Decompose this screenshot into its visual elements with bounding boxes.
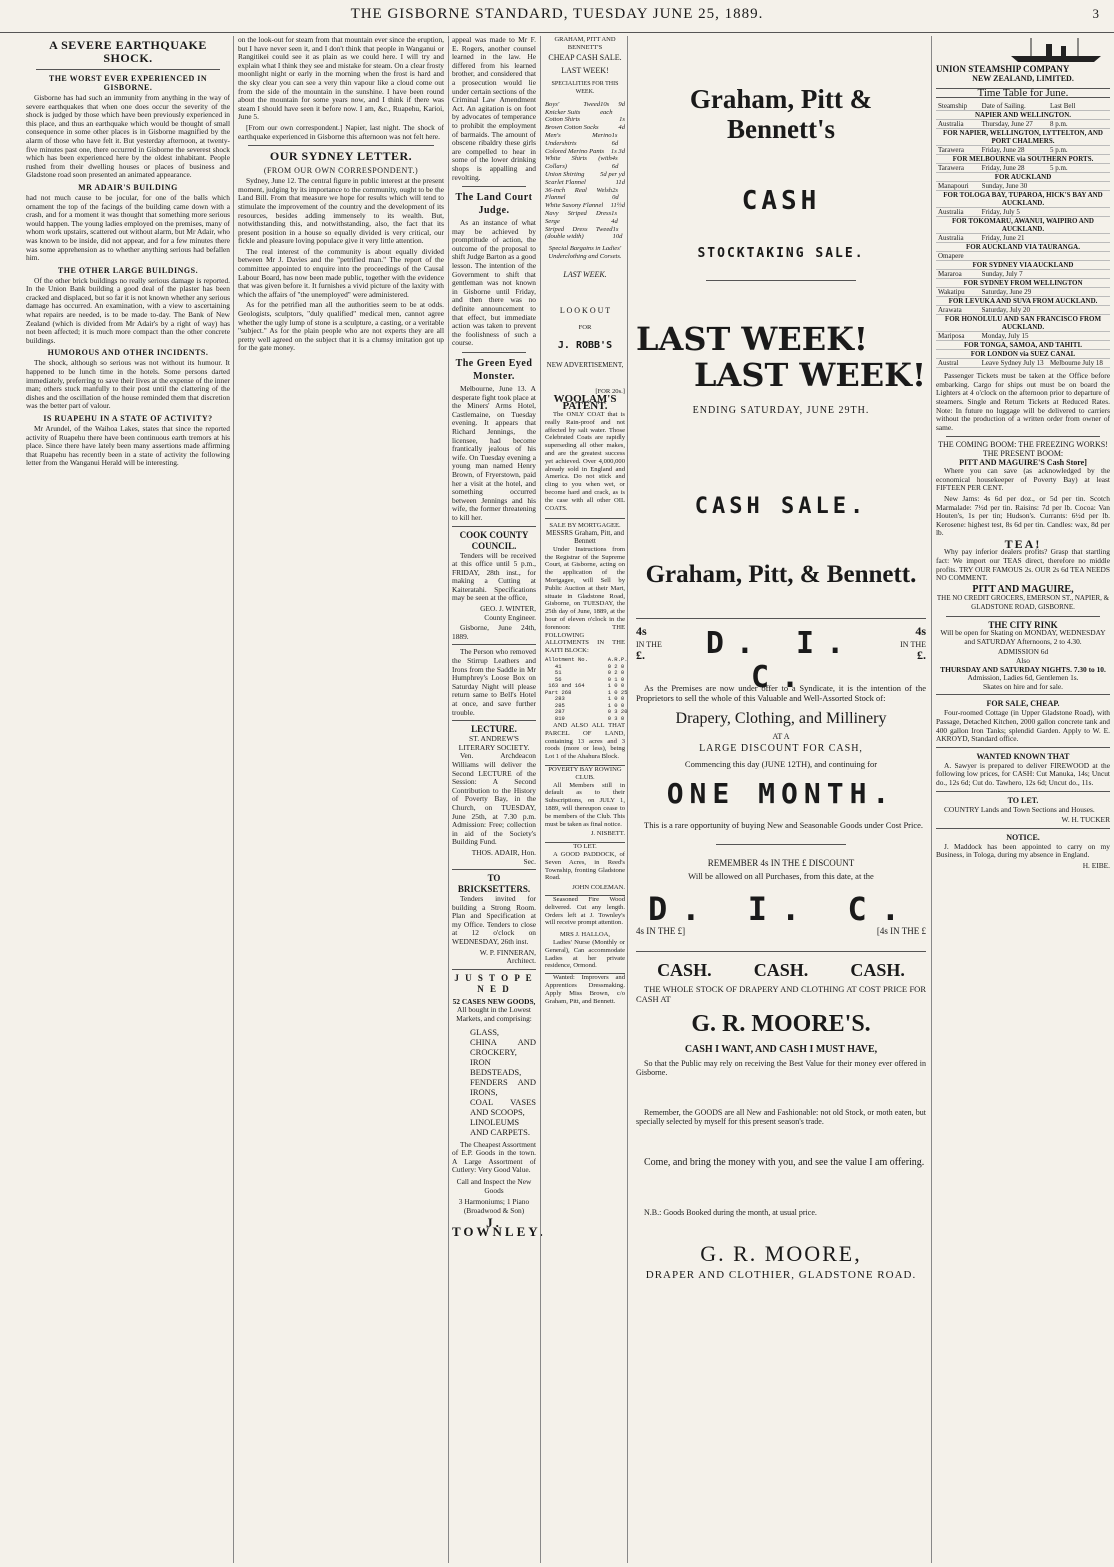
item-name: Colored Merino Pants [545, 147, 605, 155]
item-name: Men's Merino Undershirts [545, 131, 612, 147]
stocktaking-heading: STOCKTAKING SALE. [697, 246, 865, 261]
gpb-heading: Graham, Pitt & Bennett's [689, 84, 873, 144]
robb-heading: J. ROBB'S [557, 340, 613, 352]
speciality-item [545, 179, 625, 187]
column-rule [233, 36, 234, 1563]
ad-heading: TO LET. [1007, 795, 1039, 805]
let-heading: TO LET. [545, 842, 625, 851]
in-the-label: IN THE [636, 639, 662, 649]
dic-text: As the Premises are now under offer to a Syndicate, it is the intention of the Proprietors to sell the whole of this Valuable and Well-Assorted Stock of: [636, 682, 926, 703]
ad-signature: W. P. FINNERAN, Architect. [479, 947, 536, 966]
route-heading: FOR SYDNEY FROM WELLINGTON [936, 279, 1110, 288]
ad-signature: J. TOWNLEY. [452, 1215, 546, 1239]
ad-text: J. Maddock has been appointed to carry on my Business, in Tologa, during my absence in England. [936, 841, 1110, 860]
to-let-ad [936, 791, 1110, 825]
moore-heading: G. R. MOORE, [700, 1241, 862, 1267]
stirrup-notice [452, 644, 536, 717]
column-rule [448, 36, 449, 1563]
timetable-ship: Tarawera [936, 146, 980, 155]
mortgagee-firm: MESSRS Graham, Pitt, and Bennett [546, 529, 624, 546]
ad-text: All Members still in default as to their Subscriptions, on JULY 1, 1889, will thereupon cease to be members of the Club. This must be taken as final notice. [545, 781, 625, 828]
route-heading: FOR AUCKLAND VIA TAURANGA. [936, 243, 1110, 252]
item-price: 1s 4d [611, 209, 618, 225]
discount-text: LARGE DISCOUNT FOR CASH, [699, 743, 863, 755]
timetable-row [936, 217, 1110, 234]
woolam-heading: WOOLAM'S PATENT. [553, 392, 617, 413]
ad-text: Also [1016, 656, 1030, 665]
speciality-item [545, 155, 625, 171]
ad-text: The Person who removed the Stirrup Leathers and Irons from the Saddle in Mr Humphrey's Loose Box on Saturday Night will please return same to Bell's Hotel at once, and save further trouble. [452, 647, 536, 717]
item-price: 1s 10d [612, 225, 623, 241]
special-text: Special Bargains in Ladies' Underclothing and Corsets. [548, 245, 622, 260]
item-price: 11d [615, 178, 625, 186]
article-text: As an instance of what may be achieved by promptitude of action, the outcome of the proposal to shift Judge Barton as a good lesson. The intention of the Government to shift that gentleman was not known in Gisborne until Friday, and then there was no definite announcement to that effect, but immediate action was taken to prevent the foolishness of such a course. [452, 218, 536, 348]
timetable-date: Saturday, June 29 [980, 288, 1048, 297]
ad-text: COUNTRY Lands and Town Sections and Houses. [944, 804, 1095, 814]
goods-item: COAL VASES AND SCOOPS, [470, 1096, 536, 1117]
item-price: 2s 0d [612, 186, 619, 202]
timetable-row [936, 341, 1110, 350]
divider [946, 436, 1100, 437]
cash-word: CASH. [850, 959, 905, 980]
commencing-text: Commencing this day (JUNE 12TH), and continuing for [684, 758, 878, 769]
cash-word: CASH. [753, 959, 809, 980]
route-heading: FOR SYDNEY VIA AUCKLAND [936, 261, 1110, 270]
timetable-ship: Wakatipu [936, 288, 980, 297]
timetable-ship: Mariposa [936, 332, 980, 341]
article-text: As for the petrified man all the authorities seem to be at odds. Geologists, sculptors, "duly qualified" medical men, cannot agree whether the ugly lump of stone is a sculpture, a casting, or a veritable "subject." As for the plain people who are not experts they are all pretty well agreed on the subject that it is a clumsy imitation got up for the gate money. [238, 300, 444, 353]
timetable-row [936, 306, 1110, 315]
route-heading: NAPIER AND WELLINGTON. [936, 111, 1110, 120]
article-title: The Land Court Judge. [455, 192, 533, 217]
speciality-item [545, 187, 625, 203]
timetable-ship: Omapere [936, 252, 980, 261]
whole-stock-text: THE WHOLE STOCK OF DRAPERY AND CLOTHING AT COST PRICE FOR CASH AT [636, 984, 926, 1005]
item-price: 10s 9d each [600, 100, 625, 116]
ad-signature: H. EIBE. [1082, 860, 1110, 870]
rowing-heading: POVERTY BAY ROWING CLUB. [545, 765, 625, 782]
pm-heading: PITT AND MAGUIRE, [972, 583, 1074, 595]
timetable-row [936, 155, 1110, 164]
col-header: Steamship [936, 102, 980, 111]
timetable-ship: Austral [936, 359, 980, 368]
ad-text: All bought in the Lowest Markets, and comprising: [456, 1005, 532, 1024]
wanted-ad [936, 747, 1110, 788]
timetable-date: Friday, June 21 [980, 234, 1048, 243]
timetable-date: Leave Sydney July 13 [980, 359, 1048, 368]
timetable-row [936, 243, 1110, 252]
timetable-ship: Australia [936, 208, 980, 217]
timetable-bell: 5 p.m. [1048, 146, 1110, 155]
ad-date: Gisborne, June 24th, 1889. [452, 623, 536, 641]
timetable-date [980, 252, 1048, 261]
ad-text: Tenders invited for building a Strong Room. Plan and Specification at my Office. Tenders to close at 12 o'clock on WEDNESDAY, 26th inst. [452, 894, 536, 947]
cash-want-text: CASH I WANT, AND CASH I MUST HAVE, [684, 1044, 878, 1056]
goods-item: GLASS, [470, 1026, 500, 1037]
just-opened-ad [452, 969, 546, 1239]
timetable-date: Sunday, June 30 [980, 182, 1048, 191]
ad-text: Where you can save (as acknowledged by the economical housekeeper of Poverty Bay) at least FIFTEEN PER CENT. [936, 466, 1110, 493]
divider [706, 280, 856, 281]
timetable-row [936, 315, 1110, 332]
for-sale-ad [936, 694, 1110, 743]
ad-text: Admission, Ladies 6d, Gentlemen 1s. [967, 673, 1079, 683]
ad-heading: COOK COUNTY COUNCIL. [459, 529, 529, 551]
column-rule [931, 36, 932, 1563]
ad-signature: W. H. TUCKER [1061, 815, 1110, 825]
timetable-bell: Melbourne July 18 [1048, 359, 1110, 368]
lecture-ad [452, 720, 536, 866]
item-name: Brown Cotton Socks [545, 124, 599, 132]
in-the-label: IN THE [900, 639, 926, 649]
masthead [0, 6, 1114, 33]
let-sign: JOHN COLEMAN. [572, 884, 625, 892]
timetable-row [936, 208, 1110, 217]
cash-word: CASH. [657, 959, 712, 980]
article-text: Mr Arundel, of the Waihoa Lakes, states that since the reported activity of Ruapehu there have been continuous earth tremors at his place. Since there have lately been many assertions made affirming that Ruapehu has recently been in a state of activity the following letter from the Wanganui Herald will be interesting. [26, 424, 230, 468]
steamship-icon [1006, 36, 1106, 64]
speciality-item [545, 148, 625, 156]
draper-text: DRAPER AND CLOTHIER, GLADSTONE ROAD. [645, 1269, 917, 1282]
article-title: The Green Eyed Monster. [455, 358, 533, 382]
goods-item: FENDERS AND IRONS, [470, 1076, 536, 1097]
timetable-row [936, 182, 1110, 191]
page-number: 3 [1092, 6, 1100, 21]
remember-text: Remember, the GOODS are all New and Fashionable: not old Stock, or moth eaten, but specially selected by myself for this present season's trade. [636, 1107, 926, 1127]
item-price: 4d [618, 124, 625, 132]
column-5 [936, 36, 1110, 1563]
speciality-item [545, 116, 625, 124]
timetable-ship: Australia [936, 234, 980, 243]
pound-sign: £. [636, 647, 645, 662]
cheap-heading: CHEAP CASH SALE. [548, 52, 622, 62]
timetable-bell [1048, 234, 1110, 243]
timetable-notes: Passenger Tickets must be taken at the Office before embarking. Cargo for ships out must be on board the Lighters at 4 o'clock on the afternoon prior to departure of steamers. Single and Return Tickets at Reduced Rates. Note: In future no luggage will be delivered to carriers without the production of a written order from owner of same. [936, 371, 1110, 432]
item-name: Cotton Shirts [545, 116, 580, 124]
look-out: L O O K O U T [559, 305, 611, 315]
ad-heading: WANTED KNOWN THAT [976, 751, 1070, 761]
timetable-bell [1048, 252, 1110, 261]
article-text: Of the other brick buildings no really serious damage is reported. In the Union Bank building a good deal of the plaster has been cracked and displaced, but so far it is not known whether any serious damage has occurred. An examination, with a view to ascertaining what repairs are needed, is to be made to-day. The Bank of New Zealand (which is divided from Mr Adair's by a right of way) has not been affected; it is much more compact than the other concrete buildings. [26, 275, 230, 345]
last-week: LAST WEEK! [561, 66, 609, 76]
timetable-ship: Tarawera [936, 164, 980, 173]
section-heading: MR ADAIR'S BUILDING [78, 182, 178, 192]
item-price: 1s 3d [610, 147, 625, 155]
timetable-bell [1048, 182, 1110, 191]
cash-sale-heading: CASH SALE. [694, 493, 868, 519]
new-ad: NEW ADVERTISEMENT, [546, 360, 624, 369]
column-3b [545, 36, 628, 1563]
last-week: LAST WEEK. [563, 269, 607, 279]
discount-right: [4s IN THE £ [876, 925, 926, 936]
item-name: White Saxony Flannel [545, 202, 604, 210]
ad-text: New Jams: 4s 6d per doz., or 5d per tin. Scotch Marmalade: 7½d per tin. Raisins: 7d per lb. Cocoa: Van Houten's, 1s per tin; Hudson's. Currants: 6½d per lb. Kerosene: highest test, 8s 6d per tin. Candles: wax, 8d per lb. [936, 493, 1110, 538]
goods-item: CHINA AND CROCKERY, [470, 1036, 536, 1057]
timetable-bell: 8 p.m. [1048, 120, 1110, 129]
timetable-date: Monday, July 15 [980, 332, 1048, 341]
timetable-row [936, 261, 1110, 270]
timetable-title: Time Table for June. [936, 88, 1110, 99]
section-heading: THE OTHER LARGE BUILDINGS. [57, 265, 199, 275]
cash-row [636, 951, 926, 980]
timetable-ship: Arawata [936, 306, 980, 315]
timetable-bell: 5 p.m. [1048, 164, 1110, 173]
ship-illustration [936, 36, 1110, 64]
timetable-row [936, 146, 1110, 155]
route-heading: FOR TOKOMARU, AWANUI, WAIPIRO AND AUCKLAND. [936, 217, 1110, 234]
route-heading: FOR TONGA, SAMOA, AND TAHITI. [936, 341, 1110, 350]
item-name: White Shirts (with Collars) [545, 155, 612, 171]
item-name: Navy Striped Dress Serge [545, 209, 612, 225]
so-that-text: So that the Public may rely on receiving the Best Value for their money ever offered in Gisborne. [636, 1058, 926, 1078]
ad-subheading: ST. ANDREW'S LITERARY SOCIETY. [458, 734, 530, 752]
item-name: Boys' Tweed Knicker Suits [545, 100, 601, 116]
timetable-bell [1048, 208, 1110, 217]
column-3 [452, 35, 546, 1563]
goods-item: LINOLEUMS AND CARPETS. [470, 1116, 530, 1137]
rare-text: This is a rare opportunity of buying New and Seasonable Goods under Cost Price. [644, 820, 924, 831]
rowing-sign: J. NISBETT. [590, 830, 625, 838]
timetable-row [936, 332, 1110, 341]
article-subtitle: THE WORST EVER EXPERIENCED IN GISBORNE. [48, 74, 208, 92]
timetable-row [936, 252, 1110, 261]
pound-sign: £. [917, 647, 926, 662]
ad-text: AND ALSO ALL THAT PARCEL OF LAND, containing 13 acres and 3 roods (more or less), being Lot 1 of the Ahahura Block. [545, 722, 625, 761]
article-text: Melbourne, June 13. A desperate fight took place at the Miners' Arms Hotel, Castlemaine, on Tuesday evening. It appears that Richard Jennings, the licensee, had become frantically jealous of his wife. On Tuesday evening a young man named Henry Brown, of Fryerstown, paid her a visit at the hotel, and something occurred between Jennings and his wife, the former threatening to kill her. [452, 384, 536, 522]
route-heading: FOR AUCKLAND [936, 173, 1110, 182]
article-text: The shock, although so serious was not without its humour. It happened to be lunch time in the hotels. Some persons darted immediately, preferring to save their lives at the expense of the inner man; others stuck manfully to their post until the clattering of the dishes and the oscillation of the house reminded them that discretion was the better part of valour. [26, 358, 230, 411]
section-heading: HUMOROUS AND OTHER INCIDENTS. [47, 348, 209, 358]
company-name: UNION STEAMSHIP COMPANY [936, 64, 1070, 74]
dic-heading: D. I. C. [647, 889, 915, 928]
pitt-heading: PITT AND MAGUIRE'S Cash Store] [959, 457, 1087, 467]
bricksetters-ad [452, 869, 536, 966]
divider [946, 616, 1100, 617]
tea-heading: TEA! [1004, 536, 1042, 551]
article-subtitle: (FROM OUR OWN CORRESPONDENT.) [263, 166, 419, 176]
timetable-date: Friday, June 28 [980, 146, 1048, 155]
ad-text: The ONLY COAT that is really Rain-proof and not affected by salt water. Those Celebrated Coats are rapidly superseding all other makes, and are the greatest success yet achieved. Over 4,000,000 already sold in England and America. Do not stick and cling to you when wet, or become hard and crack, as is the case with all other OIL COATS. [545, 411, 625, 512]
timetable-date: Friday, June 28 [980, 164, 1048, 173]
come-text: Come, and bring the money with you, and see the value I am offering. [644, 1156, 925, 1168]
rink-heading: THE CITY RINK [988, 619, 1058, 630]
mortgagee-heading: SALE BY MORTGAGEE. [545, 518, 625, 530]
ad-signature: GEO. J. WINTER, County Engineer. [480, 604, 536, 622]
item-name: Union Shirting [545, 170, 585, 178]
item-price: 11½d [610, 202, 625, 210]
timetable-row [936, 173, 1110, 182]
gpb-small-heading: GRAHAM, PITT AND BENNETT'S [554, 36, 616, 51]
item-price: 5d per yd [600, 170, 625, 178]
ad-text: Four-roomed Cottage (in Upper Gladstone Road), with Passage, Detached Kitchen, 2000 gallon concrete tank and 400 gallon Iron Tanks; splendid Garden. Apply to W. E. AKROYD, Standard office. [936, 708, 1110, 744]
route-heading: FOR LEVUKA AND SUVA FROM AUCKLAND. [936, 297, 1110, 306]
route-heading: FOR LONDON via SUEZ CANAL [936, 350, 1110, 359]
timetable-date: Friday, July 5 [980, 208, 1048, 217]
divider [248, 145, 434, 146]
col-header: Date of Sailing. [980, 102, 1048, 111]
timetable-row [936, 359, 1110, 368]
timetable-ship: Manapouri [936, 182, 980, 191]
column-1 [26, 36, 230, 1563]
ending-text: ENDING SATURDAY, JUNE 29TH. [692, 405, 870, 416]
last-week-heading: LAST WEEK! [636, 320, 868, 358]
at-a-label: AT A [772, 731, 790, 741]
section-heading: IS RUAPEHU IN A STATE OF ACTIVITY? [43, 414, 213, 423]
timetable-bell [1048, 332, 1110, 341]
timetable-row [936, 350, 1110, 359]
for-label: FOR [578, 324, 592, 332]
divider [462, 186, 526, 187]
ad-text: ADMISSION 6d [997, 647, 1049, 657]
column-4 [636, 36, 926, 1563]
timetable-row [936, 297, 1110, 306]
ad-text: Skates on hire and for sale. [982, 681, 1064, 691]
ad-text: Tenders will be received at this office until 5 p.m., FRIDAY, 28th inst., for making a Cutting at Kaiteratahi. Specifications may be seen at the office, [452, 550, 536, 603]
moore-heading: G. R. MOORE'S. [691, 1011, 871, 1038]
timetable-bell [1048, 306, 1110, 315]
ad-subheading: 52 CASES NEW GOODS, [452, 996, 536, 1006]
company-sub: NEW ZEALAND, LIMITED. [972, 74, 1074, 83]
column-rule [540, 36, 541, 1563]
ad-heading: LECTURE. [471, 724, 517, 735]
nb-text: N.B.: Goods Booked during the month, at usual price. [644, 1207, 817, 1217]
article-text: on the look-out for steam from that mountain ever since the eruption, but I have never seen it, and I don't think that people in Wanganui or Rangitikei could see it as plain as we could here. I will try and explain what I think they see and mistake for steam. On a clear frosty moonlight night or early in the morning when the frost is hard and the sky clear you can see a very thin vapour like a cloud come out from the side of the mountain in the sunshine. I have been round about the mountain for some years now, and I think if there was steam I should have seen it before now. I am, &c., Ruapehu, Karioi, June 5. [238, 35, 444, 122]
timetable-bell [1048, 288, 1110, 297]
route-heading: FOR HONOLULU AND SAN FRANCISCO FROM AUCKLAND. [936, 315, 1110, 332]
last-week-heading: LAST WEEK! [694, 356, 926, 394]
ad-heading: J U S T O P E N E D [454, 972, 534, 994]
timetable-ship: Mararoa [936, 270, 980, 279]
allotment-table: Allotment No. A.R.P. 41 0 2 0 51 0 2 0 56 0 1 0 163 and 164 1 0 0 Part 268 1 0 25 283 1 0 0 285 1 0 0 287 0 3 20 819 0 3 0 [545, 656, 628, 722]
route-heading: FOR MELBOURNE via SOUTHERN PORTS. [936, 155, 1110, 164]
speciality-item [545, 132, 625, 148]
timetable-row [936, 129, 1110, 146]
ad-text: Seasoned Fire Wood delivered. Cut any length. Orders left at J. Townley's will receive prompt attention. [545, 895, 625, 927]
ad-text: 3 Harmoniums; 1 Piano (Broadwood & Son) [458, 1197, 530, 1215]
item-price: 1s 6d [611, 131, 619, 147]
timetable-bell [1048, 270, 1110, 279]
timetable-row [936, 270, 1110, 279]
ad-text: Why pay inferior dealers profits? Grasp that startling fact: We import our TEAS direct, therefore no middle profits. TRY OUR FAMOUS 2s. OUR 2s 6d TEA NEEDS NO COMMENT. [936, 547, 1110, 583]
four-shillings: 4s [915, 623, 926, 638]
discount-left: 4s IN THE £] [636, 925, 686, 936]
cook-county-ad [452, 526, 536, 642]
ad-heading: NOTICE. [1006, 832, 1040, 842]
timetable [936, 102, 1110, 368]
article-text: Sydney, June 12. The central figure in public interest at the present moment, judging by its importance to the community, ought to be the Land Bill. From that measure we hope for results which will tend to stimulate the improvement of the country and the development of its resources, besides adding immensely to its wealth. But, notwithstanding this, and notwithstanding, also, the fact that its present position in a house so equally divided is very critical, our fickle and pleasure loving populace give it very little attention. [238, 176, 444, 246]
timetable-header [936, 102, 1110, 111]
article-title: A SEVERE EARTHQUAKE SHOCK. [49, 38, 207, 65]
timetable-body [936, 111, 1110, 368]
timetable-row [936, 120, 1110, 129]
divider [36, 69, 220, 70]
divider [716, 844, 846, 845]
speciality-item [545, 124, 625, 132]
ad-heading: FOR SALE, CHEAP. [986, 699, 1060, 709]
item-name: Striped Dress Tweed (double width) [545, 225, 613, 241]
ad-text: Will be open for Skating on MONDAY, WEDNESDAY and SATURDAY Afternoons, 2 to 4.30. [940, 628, 1106, 646]
article-text: The real interest of the community is about equally divided between Mr J. Davies and the "petrified man." The report of the committee appointed to enquire into the proceedings of the Causal Labour Board, has now been made public, together with the evidence that was given before it. It furnishes a vivid picture of the laxity with which the affairs of "the unemployed" were administered. [238, 246, 444, 299]
ad-text: Under Instructions from the Registrar of the Supreme Court, at Gisborne, acting on the application of the Mortgagee, will Sell by Public Auction at their Mart, situate in Gladstone Road, Gisborne, on TUESDAY, the 25th day of June, 1889, at the hour of eleven o'clock in the forenoon: THE FOLLOWING ALLOTMENTS IN THE KAITI BLOCK: [545, 545, 625, 655]
column-2 [238, 36, 444, 1563]
ad-heading: TO BRICKSETTERS. [457, 873, 531, 895]
present-heading: THE PRESENT BOOM: [982, 448, 1064, 458]
timetable-row [936, 164, 1110, 173]
timetable-ship: Australia [936, 120, 980, 129]
column-rule [627, 36, 628, 1563]
notice-ad [936, 828, 1110, 871]
four-shillings: 4s [636, 623, 647, 638]
remember-text: REMEMBER 4s IN THE £ DISCOUNT [707, 858, 855, 869]
goods-item: IRON BEDSTEADS, [470, 1056, 522, 1077]
halloa-heading: MRS J. HALLOA, [559, 931, 611, 939]
spec-heading: SPECIALITIES FOR THIS WEEK. [551, 81, 619, 95]
article-text: Gisborne has had such an immunity from anything in the way of severe earthquakes that when one does occur the severity of the shock is judged by those which have been previously experienced in this place, and thus an earthquake which would be thought of small consequence in some other places is in Gisborne magnified by the alarm of those who have felt it. But yesterday afternoon, at twenty-five minutes past one, there occurred in Gisborne the severest shock which has been experienced here by the oldest inhabitant. People rushed from their dwelling houses or places of business and Gladstone road soon presented an animated appearance. [26, 93, 230, 180]
goods-list [470, 1027, 536, 1137]
ad-text: Wanted: Improvers and Apprentices Dressmaking. Apply Miss Brown, c/o Graham, Pitt, and Bennett. [545, 974, 625, 1005]
ad-text: A GOOD PADDOCK, of Seven Acres, in Reed's Township, fronting Gladstone Road. [545, 850, 625, 882]
ad-text: Call and Inspect the New Goods [456, 1177, 532, 1195]
gpb-heading: Graham, Pitt, & Bennett. [645, 560, 917, 588]
timetable-row [936, 191, 1110, 208]
ad-text: Ven. Archdeacon Williams will deliver the Second LECTURE of the Session: A Second Contribution to the History of Poverty Bay, in the Church, on TUESDAY, June 25th, at 7.30 p.m. Admission: Free; collection in aid of the Society's Building Fund. [452, 751, 536, 847]
timetable-date: Sunday, July 7 [980, 270, 1048, 279]
one-month-heading: ONE MONTH. [666, 777, 896, 811]
divider [462, 352, 526, 353]
timetable-row [936, 234, 1110, 243]
woolam-for: [FOR 20s.] [595, 387, 625, 395]
article-text: [From our own correspondent.] Napier, last night. The shock of earthquake experienced in Gisborne this afternoon was not felt here. [238, 122, 444, 141]
allowed-text: Will be allowed on all Purchases, from this date, at the [688, 870, 874, 881]
speciality-item [545, 202, 625, 210]
item-name: 36-inch Real Welsh Flannel [545, 186, 613, 202]
ad-text: THURSDAY AND SATURDAY NIGHTS. 7.30 to 10. [940, 664, 1106, 674]
col-header: Last Bell [1048, 102, 1110, 111]
item-price: 1s [619, 116, 625, 124]
article-title: OUR SYDNEY LETTER. [269, 149, 413, 164]
timetable-row [936, 279, 1110, 288]
ad-text: Ladies' Nurse (Monthly or General), Can accommodate Ladies at her private residence, Ormond. [545, 938, 625, 970]
speciality-item [545, 226, 625, 242]
pm-sub: THE NO CREDIT GROCERS, EMERSON ST., NAPIER, & GLADSTONE ROAD, GISBORNE. [936, 594, 1110, 612]
ad-text: A. Sawyer is prepared to deliver FIREWOOD at the following low prices, for CASH: Cut Manuka, 14s; Uncut do., 12s 6d; Cut do. Tawhero, 12s 6d; Uncut do., 11s. [936, 760, 1110, 787]
boom-heading: THE COMING BOOM: THE FREEZING WORKS! [938, 440, 1108, 450]
timetable-row [936, 288, 1110, 297]
item-price: 4s 6d [611, 155, 619, 171]
timetable-date: Saturday, July 20 [980, 306, 1048, 315]
route-heading: FOR TOLOGA BAY, TUPAROA, HICK'S BAY AND AUCKLAND. [936, 191, 1110, 208]
article-text: had not much cause to be jocular, for one of the balls which ornament the top of the facings of the building came down with a crash, and for a moment it was thought that something more serious would happen. The young ladies employed on the premises, many of whom work upstairs, scattered out without alarm, but Mr Adair, who was known to be inside, did not appear, and for a few minutes there was some apprehension as to whether anything serious had befallen him. [26, 192, 230, 263]
item-name: Scarlet Flannel [545, 178, 586, 186]
specialities-list [545, 101, 625, 241]
cash-heading: CASH [741, 186, 821, 216]
dic-footer [636, 927, 926, 941]
timetable-row [936, 111, 1110, 120]
article-text: appeal was made to Mr F. E. Rogers, another counsel learned in the law. He differed from his learned brother, and considered that a prosecution would lie under certain sections of the Criminal Law Amendment Act. An agitation is on foot by advocates of temperance to prohibit the employment of barmaids. The amount of obscene ribaldry these girls are compelled to hear in some of the lower drinking shops is appalling and revolting. [452, 35, 536, 182]
speciality-item [545, 210, 625, 226]
ad-text: The Cheapest Assortment of E.P. Goods in the town. A Large Assortment of Cutlery: Very Good Value. [452, 1139, 536, 1175]
route-heading: FOR NAPIER, WELLINGTON, LYTTELTON, AND PORT CHALMERS. [936, 129, 1110, 146]
ad-signature: THOS. ADAIR, Hon. Sec. [471, 847, 536, 866]
timetable-date: Thursday, June 27 [980, 120, 1048, 129]
speciality-item [545, 101, 625, 117]
drapery-heading: Drapery, Clothing, and Millinery [675, 709, 887, 727]
dic-heading: D. I. C. [705, 625, 857, 695]
speciality-item [545, 171, 625, 179]
masthead-title: THE GISBORNE STANDARD, TUESDAY JUNE 25, 1889. [350, 6, 764, 22]
